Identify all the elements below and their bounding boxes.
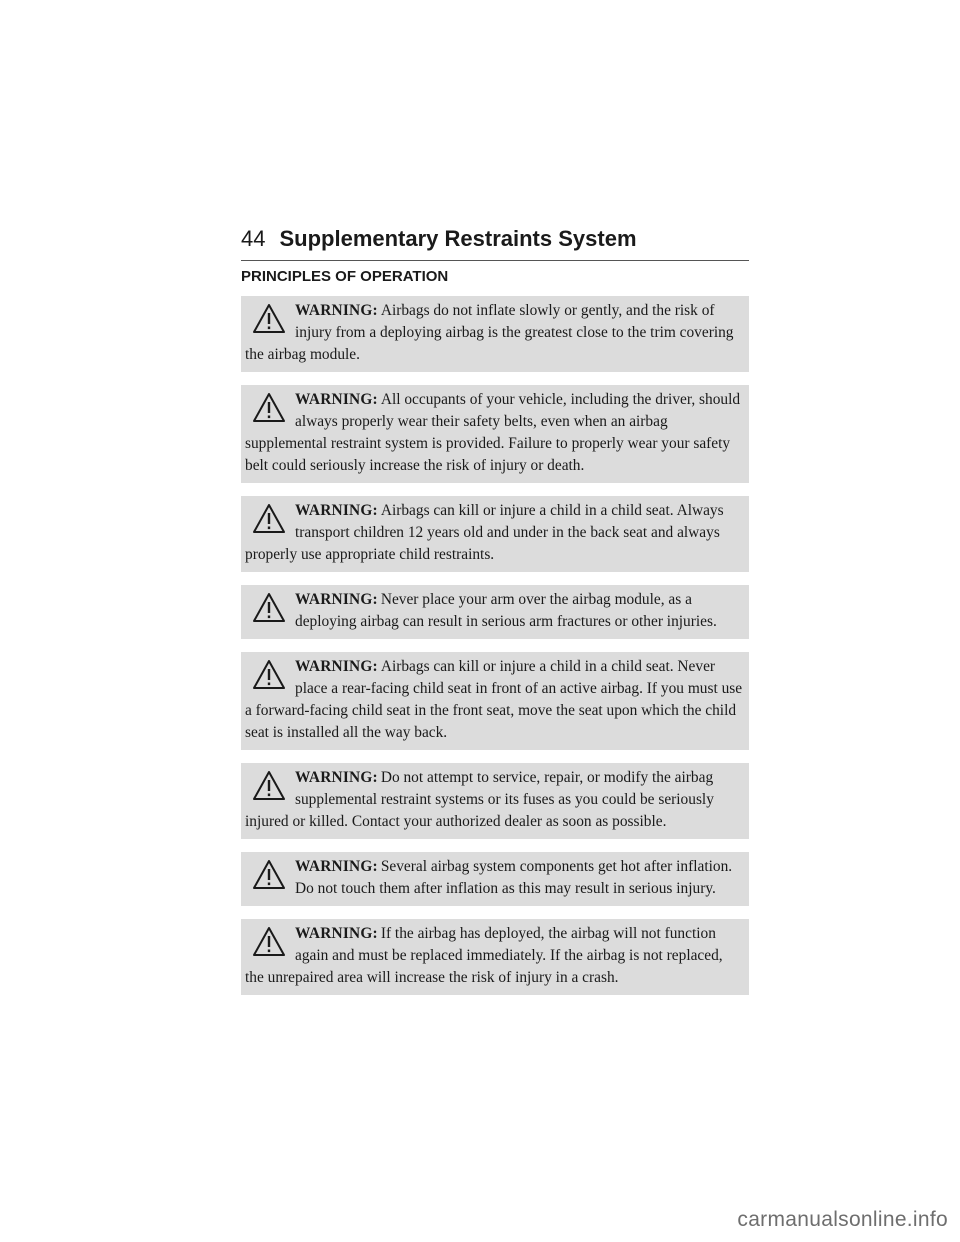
warning-text: Do not attempt to service, repair, or modify the airbag supplemental restraint systems or its fuses as you could be seriously injured or killed. Contact your authorized dealer as soon as possible. (245, 769, 714, 830)
chapter-title: Supplementary Restraints System (279, 226, 637, 251)
warning-triangle-icon (251, 858, 289, 898)
warning-text: If the airbag has deployed, the airbag will not function again and must be replaced immediately. If the airbag is not replaced, the unrepaired area will increase the risk of injury in a crash. (245, 925, 723, 986)
warning-triangle-icon (251, 925, 289, 965)
warning-box (241, 296, 749, 372)
warning-label: WARNING: (295, 658, 378, 675)
watermark[interactable]: carmanualsonline.info (737, 1208, 948, 1231)
warning-triangle-icon (251, 658, 289, 698)
warning-triangle-icon (251, 502, 289, 542)
warning-label: WARNING: (295, 925, 378, 942)
warning-label: WARNING: (295, 391, 378, 408)
warnings-list (241, 296, 749, 1008)
warning-triangle-icon (251, 391, 289, 431)
warning-label: WARNING: (295, 769, 378, 786)
warning-label: WARNING: (295, 591, 378, 608)
warning-box (241, 496, 749, 572)
warning-text: Airbags do not inflate slowly or gently, and the risk of injury from a deploying airbag is the greatest close to the trim covering the airbag module. (245, 302, 734, 363)
warning-box (241, 652, 749, 750)
warning-box (241, 385, 749, 483)
warning-label: WARNING: (295, 302, 378, 319)
warning-text: Several airbag system components get hot after inflation. Do not touch them after inflation as this may result in serious injury. (295, 858, 733, 897)
warning-triangle-icon (251, 302, 289, 342)
warning-label: WARNING: (295, 858, 378, 875)
warning-box (241, 852, 749, 906)
warning-text: Airbags can kill or injure a child in a child seat. Always transport children 12 years old and under in the back seat and always properly use appropriate child restraints. (245, 502, 724, 563)
warning-triangle-icon (251, 591, 289, 631)
warning-label: WARNING: (295, 502, 378, 519)
page-header (241, 226, 749, 261)
warning-text: Never place your arm over the airbag module, as a deploying airbag can result in serious arm fractures or other injuries. (295, 591, 717, 630)
warning-text: All occupants of your vehicle, including the driver, should always properly wear their safety belts, even when an airbag supplemental restraint system is provided. Failure to properly wear your safety belt could seriously increase the risk of injury or death. (245, 391, 741, 474)
warning-box (241, 763, 749, 839)
warning-text: Airbags can kill or injure a child in a child seat. Never place a rear-facing child seat in front of an active airbag. If you must use a forward-facing child seat in the front seat, move the seat upon which the child seat is installed all the way back. (245, 658, 743, 741)
warning-box (241, 585, 749, 639)
page-number: 44 (241, 226, 266, 251)
warning-box (241, 919, 749, 995)
warning-triangle-icon (251, 769, 289, 809)
section-title: PRINCIPLES OF OPERATION (241, 268, 449, 285)
